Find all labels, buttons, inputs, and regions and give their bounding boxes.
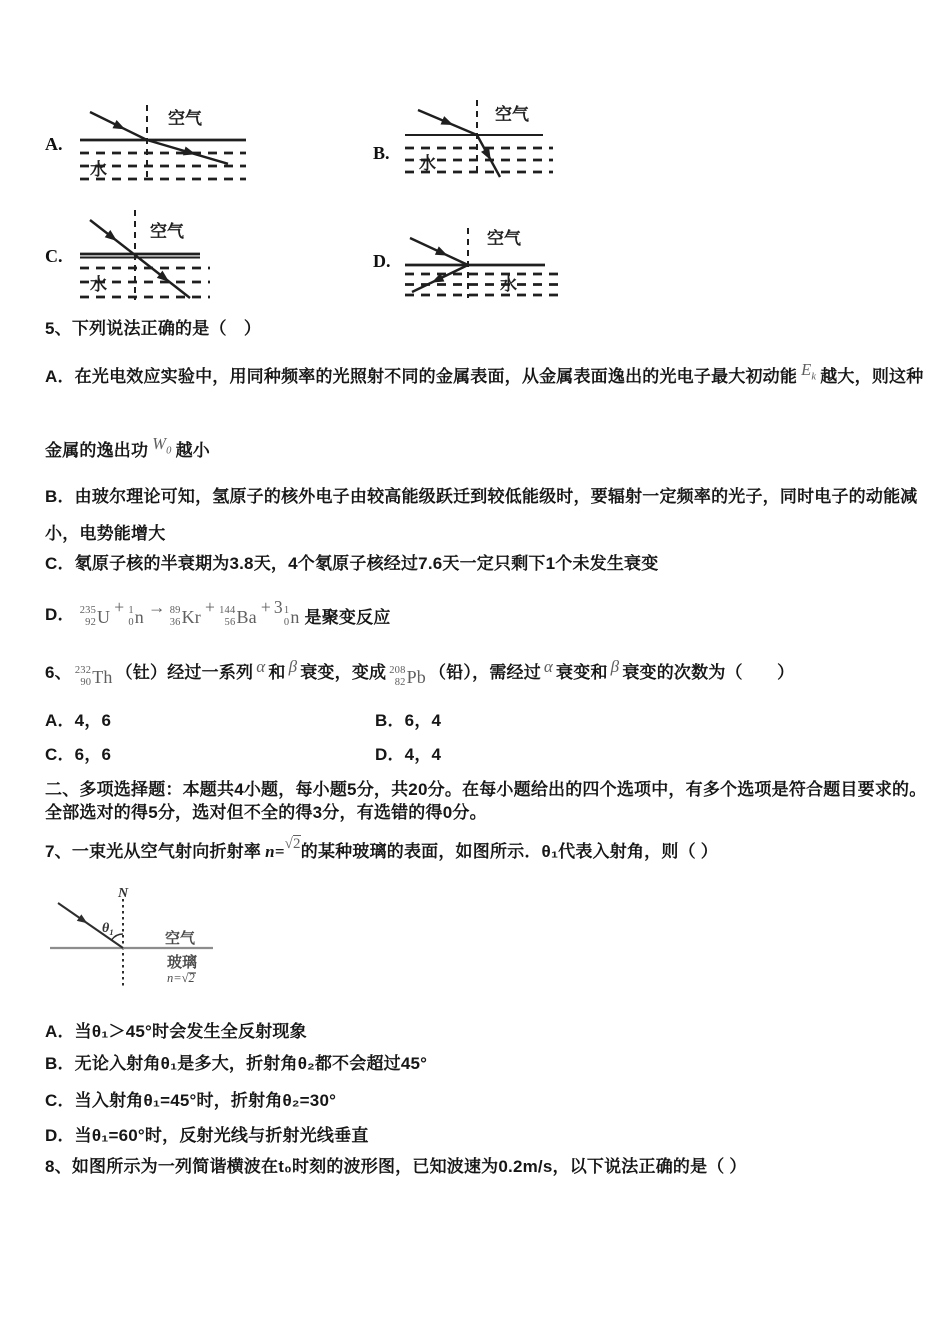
air-label: 空气 bbox=[150, 222, 184, 241]
beta-symbol: β bbox=[288, 657, 298, 676]
fission-equation: 235 92 U + 1 0 n → 89 36 Kr + 144 56 Ba + 3 1 0 n bbox=[79, 597, 300, 628]
kinetic-energy-symbol: $E_k$ bbox=[801, 360, 817, 383]
q7-option-c: C．当入射角θ₁=45°时，折射角θ₂=30° bbox=[45, 1091, 337, 1110]
normal-label: N bbox=[118, 886, 129, 901]
water-label: 水 bbox=[500, 275, 517, 294]
figure-b-label: B. bbox=[373, 143, 390, 163]
q7-option-d: D．当θ₁=60°时，反射光线与折射光线垂直 bbox=[45, 1126, 369, 1145]
water-label: 水 bbox=[419, 154, 436, 173]
figure-d-label: D. bbox=[373, 251, 391, 271]
work-function-symbol: $W_0$ bbox=[152, 434, 172, 457]
incident-arrowhead bbox=[441, 116, 456, 129]
beta-symbol: β bbox=[610, 657, 620, 676]
incident-arrowhead bbox=[435, 246, 450, 259]
q8-stem: 8、如图所示为一列简谐横波在t₀时刻的波形图，已知波速为0.2m/s，以下说法正确的是（ ） bbox=[45, 1157, 747, 1176]
thorium-isotope: 232 90 Th bbox=[74, 665, 113, 688]
q5-option-b-line1: B．由玻尔理论可知，氢原子的核外电子由较高能级跃迁到较低能级时，要辐射一定频率的光子，同时电子的动能减 bbox=[45, 487, 918, 506]
q5-a2-text-post: 越小 bbox=[175, 441, 211, 460]
q5-d-text: 是聚变反应 bbox=[304, 608, 391, 627]
refraction-figure-c bbox=[78, 206, 243, 304]
q5-a-text-pre: A．在光电效应实验中，用同种频率的光照射不同的金属表面，从金属表面逸出的光电子最大初动能 bbox=[45, 367, 798, 386]
q5-d-label: D． bbox=[45, 605, 75, 624]
section2-line1: 二、多项选择题：本题共4小题，每小题5分，共20分。在每小题给出的四个选项中，有多个选项是符合题目要求的。 bbox=[45, 780, 927, 799]
lead-isotope: 208 82 Pb bbox=[389, 665, 427, 688]
refraction-figure-a bbox=[78, 92, 248, 187]
q7-stem: 7、一束光从空气射向折射率 n=√2的某种玻璃的表面，如图所示．θ₁代表入射角，则（ ） bbox=[45, 836, 718, 861]
q5-a-text-post: 越大，则这种 bbox=[820, 367, 924, 386]
q7-option-b: B．无论入射角θ₁是多大，折射角θ₂都不会超过45° bbox=[45, 1054, 428, 1073]
incidence-angle-label: θ₁ bbox=[102, 921, 115, 936]
q6-stem: 6、 232 90 Th （钍）经过一系列 α 和 β 衰变，变成 208 82 Pb （铅），需经过 α 衰变和 β 衰变的次数为（ ） bbox=[45, 657, 795, 688]
q6-option-d: D．4，4 bbox=[375, 745, 442, 764]
refractive-index-symbol: n= bbox=[265, 842, 285, 861]
section2-line2: 全部选对的得5分，选对但不全的得3分，有选错的得0分。 bbox=[45, 803, 487, 822]
water-label: 水 bbox=[90, 275, 107, 294]
q5-stem: 5、下列说法正确的是（ ） bbox=[45, 319, 262, 338]
q6-option-c: C．6，6 bbox=[45, 745, 112, 764]
refraction-figure-b bbox=[403, 92, 558, 187]
air-label: 空气 bbox=[495, 105, 529, 124]
q5-a2-text-pre: 金属的逸出功 bbox=[45, 441, 149, 460]
q7-option-a: A．当θ₁＞45°时会发生全反射现象 bbox=[45, 1022, 307, 1041]
refraction-figure-d bbox=[403, 220, 563, 305]
q5-option-c: C．氡原子核的半衰期为3.8天，4个氡原子核经过7.6天一定只剩下1个未发生衰变 bbox=[45, 554, 659, 573]
q5-option-a-line2 bbox=[45, 434, 211, 464]
q5-option-d bbox=[45, 597, 391, 635]
air-label: 空气 bbox=[487, 229, 521, 248]
sqrt-2: √2 bbox=[284, 836, 301, 852]
glass-label: 玻璃 bbox=[167, 954, 198, 971]
alpha-symbol: α bbox=[256, 657, 266, 676]
index-label: n=√2 bbox=[167, 971, 195, 985]
figure-a-label: A. bbox=[45, 134, 63, 154]
q7-refraction-figure bbox=[48, 883, 268, 998]
air-label: 空气 bbox=[168, 109, 202, 128]
alpha-symbol: α bbox=[543, 657, 554, 676]
incident-arrowhead bbox=[113, 120, 128, 134]
q5-option-a-line1 bbox=[45, 360, 924, 390]
water-label: 水 bbox=[90, 160, 107, 179]
q6-option-b: B．6，4 bbox=[375, 711, 442, 730]
figure-c-label: C. bbox=[45, 246, 63, 266]
q5-option-b-line2: 小，电势能增大 bbox=[45, 524, 166, 543]
q6-option-a: A．4，6 bbox=[45, 711, 112, 730]
air-label: 空气 bbox=[165, 930, 196, 947]
